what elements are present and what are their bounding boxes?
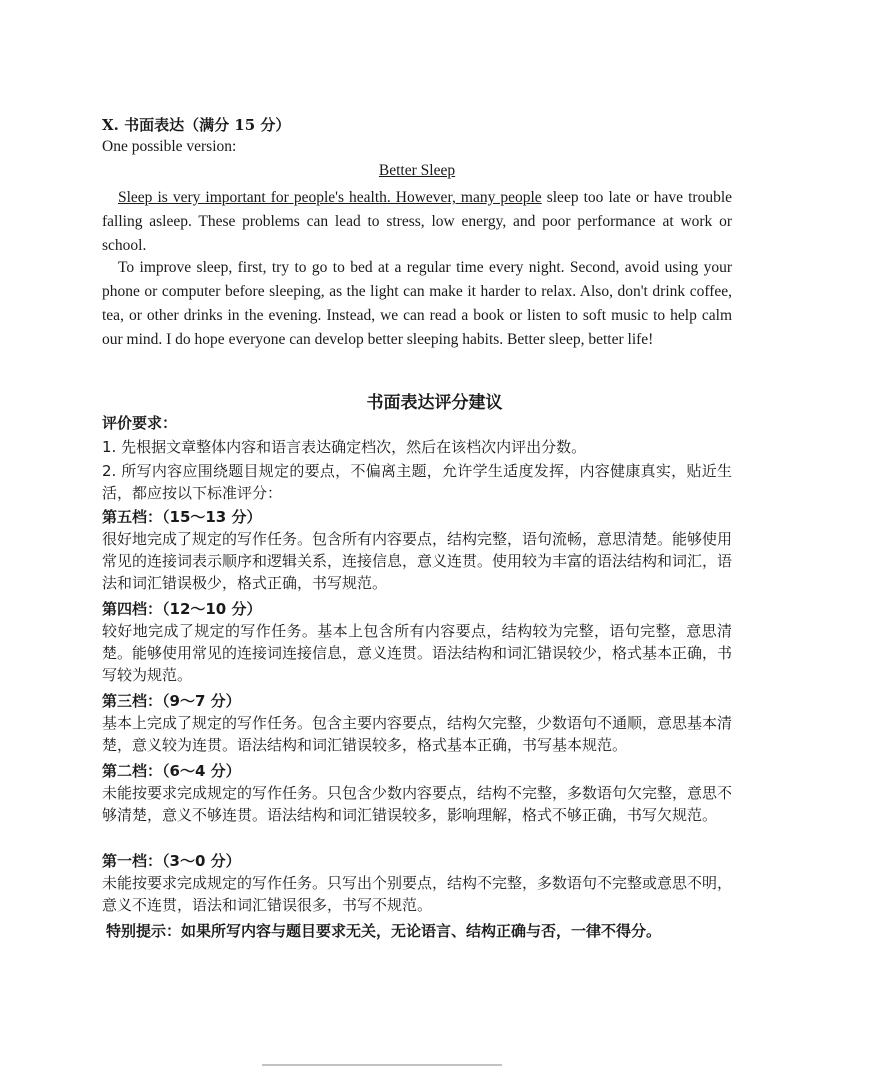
version-label: One possible version: xyxy=(102,138,237,155)
level-1-description: 未能按要求完成规定的写作任务。只写出个别要点，结构不完整，多数语句不完整或意思不明，意义不连贯，语法和词汇错误很多，书写不规范。 xyxy=(102,874,733,914)
requirement-1: 1. 先根据文章整体内容和语言表达确定档次，然后在该档次内评出分数。 xyxy=(102,438,587,456)
special-note: 特别提示：如果所写内容与题目要求无关，无论语言、结构正确与否，一律不得分。 xyxy=(106,922,662,940)
section-heading: X. 书面表达（满分 15 分） xyxy=(102,116,291,134)
faint-bottom-text-line xyxy=(262,1064,502,1066)
level-3-label: 第三档：（9～7 分） xyxy=(102,692,241,710)
requirement-2: 2. 所写内容应围绕题目规定的要点，不偏离主题，允许学生适度发挥，内容健康真实，贴近生活，都应按以下标准评分： xyxy=(102,462,732,502)
evaluation-requirements-label: 评价要求： xyxy=(102,414,178,432)
essay-paragraph-1-underlined: Sleep is very important for people's health. However, many people xyxy=(118,189,542,206)
level-2-description: 未能按要求完成规定的写作任务。只包含少数内容要点，结构不完整，多数语句欠完整，意思不够清楚，意义不够连贯。语法结构和词汇错误较多，影响理解，格式不够正确，书写欠规范。 xyxy=(102,784,733,824)
level-5-description: 很好地完成了规定的写作任务。包含所有内容要点，结构完整，语句流畅，意思清楚。能够使用常见的连接词表示顺序和逻辑关系，连接信息，意义连贯。使用较为丰富的语法结构和词汇，语法和词汇错误极少，格式正确，书写规范。 xyxy=(102,530,733,592)
rubric-title: 书面表达评分建议 xyxy=(366,393,503,413)
level-2-label: 第二档：（6～4 分） xyxy=(102,762,241,780)
essay-paragraph-1 xyxy=(102,186,732,258)
level-1-label: 第一档：（3～0 分） xyxy=(102,852,241,870)
essay-title: Better Sleep xyxy=(378,162,456,179)
level-4-label: 第四档：（12～10 分） xyxy=(102,600,262,618)
level-5-label: 第五档：（15～13 分） xyxy=(102,508,262,526)
essay-paragraph-2: To improve sleep, first, try to go to bed at a regular time every night. Second, avoid using your phone or computer before sleeping, as the light can make it harder to relax. Also, don't drink coffee, tea, or other drinks in the evening. Instead, we can read a book or listen to soft music to help calm our mind. I do hope everyone can develop better sleeping habits. Better sleep, better life! xyxy=(102,259,732,348)
level-4-description: 较好地完成了规定的写作任务。基本上包含所有内容要点，结构较为完整，语句完整，意思清楚。能够使用常见的连接词连接信息，意义连贯。语法结构和词汇错误较少，格式基本正确，书写较为规范。 xyxy=(102,622,733,684)
level-3-description: 基本上完成了规定的写作任务。包含主要内容要点，结构欠完整，少数语句不通顺，意思基本清楚，意义较为连贯。语法结构和词汇错误较多，格式基本正确，书写基本规范。 xyxy=(102,714,733,754)
essay-paragraph-1-rest: sleep too late or have trouble falling asleep. These problems can lead to stress, low energy, and poor performance at work or school. xyxy=(102,189,733,254)
